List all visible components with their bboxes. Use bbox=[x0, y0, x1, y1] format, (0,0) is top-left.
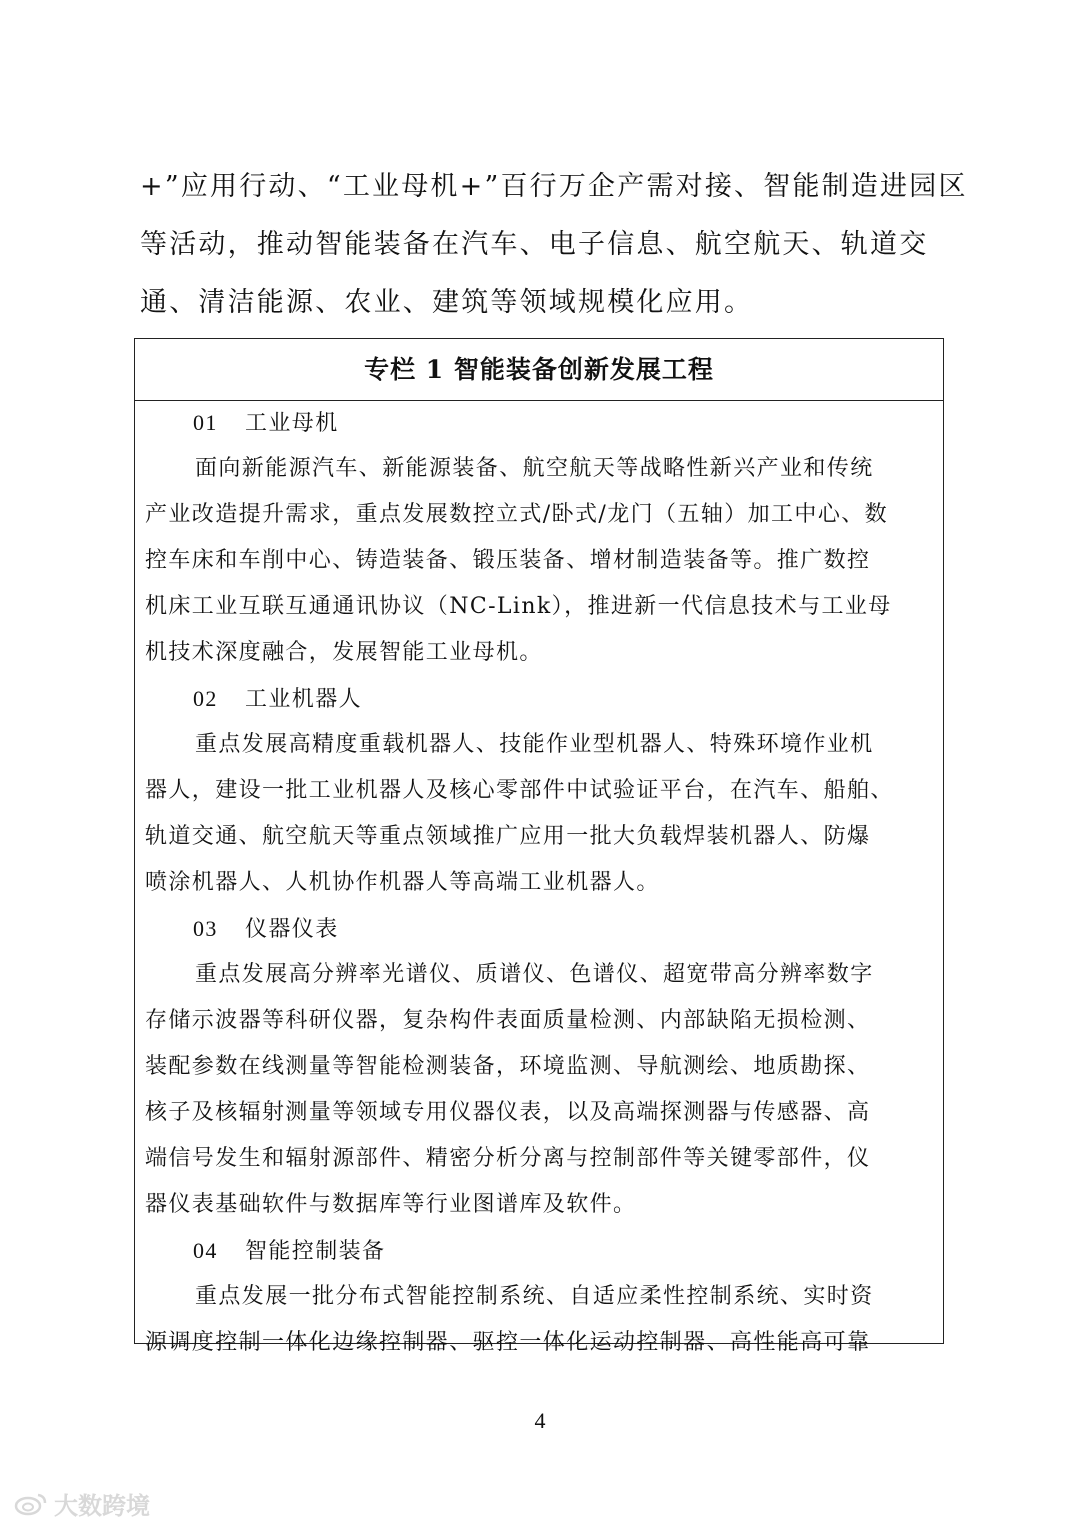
section-line: 器人，建设一批工业机器人及核心零部件中试验证平台，在汽车、船舶、 bbox=[145, 778, 894, 803]
section-line: 面向新能源汽车、新能源装备、航空航天等战略性新兴产业和传统 bbox=[195, 456, 874, 481]
section-line: 重点发展高分辨率光谱仪、质谱仪、色谱仪、超宽带高分辨率数字 bbox=[195, 962, 874, 987]
watermark-text: 大数跨境 bbox=[54, 1492, 150, 1520]
column-box bbox=[134, 338, 944, 1355]
section-line: 机床工业互联互通通讯协议（NC-Link），推进新一代信息技术与工业母 bbox=[145, 594, 892, 619]
intro-line: 通、清洁能源、农业、建筑等领域规模化应用。 bbox=[140, 287, 754, 318]
section-heading-text: 工业母机 bbox=[245, 411, 339, 436]
section-line: 源调度控制一体化边缘控制器、驱控一体化运动控制器、高性能高可靠 bbox=[145, 1330, 871, 1355]
section-line: 核子及核辐射测量等领域专用仪器仪表，以及高端探测器与传感器、高 bbox=[145, 1100, 871, 1125]
weibo-logo-icon bbox=[14, 1492, 48, 1516]
watermark bbox=[14, 1486, 150, 1521]
section-heading-text: 工业机器人 bbox=[245, 687, 363, 712]
section-line: 重点发展一批分布式智能控制系统、自适应柔性控制系统、实时资 bbox=[195, 1284, 874, 1309]
section-number: 02 bbox=[193, 686, 218, 711]
section-number: 01 bbox=[193, 410, 218, 435]
intro-line: +”应用行动、“工业母机+”百行万企产需对接、智能制造进园区 bbox=[140, 171, 968, 202]
section-heading bbox=[193, 1229, 985, 1274]
section-number: 03 bbox=[193, 916, 218, 941]
page-number: 4 bbox=[534, 1408, 546, 1433]
section-line: 喷涂机器人、人机协作机器人等高端工业机器人。 bbox=[145, 870, 660, 895]
section-line: 端信号发生和辐射源部件、精密分析分离与控制部件等关键零部件，仪 bbox=[145, 1146, 871, 1171]
section-number: 04 bbox=[193, 1238, 218, 1263]
section-line: 产业改造提升需求，重点发展数控立式/卧式/龙门（五轴）加工中心、数 bbox=[145, 502, 889, 527]
section-line: 机技术深度融合，发展智能工业母机。 bbox=[145, 640, 543, 665]
section-heading-text: 仪器仪表 bbox=[245, 917, 339, 942]
intro-paragraph bbox=[140, 158, 968, 332]
section-line: 轨道交通、航空航天等重点领域推广应用一批大负载焊装机器人、防爆 bbox=[145, 824, 871, 849]
section-line: 重点发展高精度重载机器人、技能作业型机器人、特殊环境作业机 bbox=[195, 732, 874, 757]
intro-line: 等活动，推动智能装备在汽车、电子信息、航空航天、轨道交 bbox=[140, 229, 929, 260]
section-heading bbox=[193, 677, 985, 722]
section-line: 控车床和车削中心、铸造装备、锻压装备、增材制造装备等。推广数控 bbox=[145, 548, 871, 573]
section-heading-text: 智能控制装备 bbox=[245, 1239, 386, 1264]
section-line: 装配参数在线测量等智能检测装备，环境监测、导航测绘、地质勘探、 bbox=[145, 1054, 871, 1079]
section-heading bbox=[193, 401, 985, 446]
column-title: 专栏 1 智能装备创新发展工程 bbox=[135, 339, 943, 401]
section-line: 存储示波器等科研仪器，复杂构件表面质量检测、内部缺陷无损检测、 bbox=[145, 1008, 871, 1033]
section-heading bbox=[193, 907, 985, 952]
section-line: 器仪表基础软件与数据库等行业图谱库及软件。 bbox=[145, 1192, 637, 1217]
